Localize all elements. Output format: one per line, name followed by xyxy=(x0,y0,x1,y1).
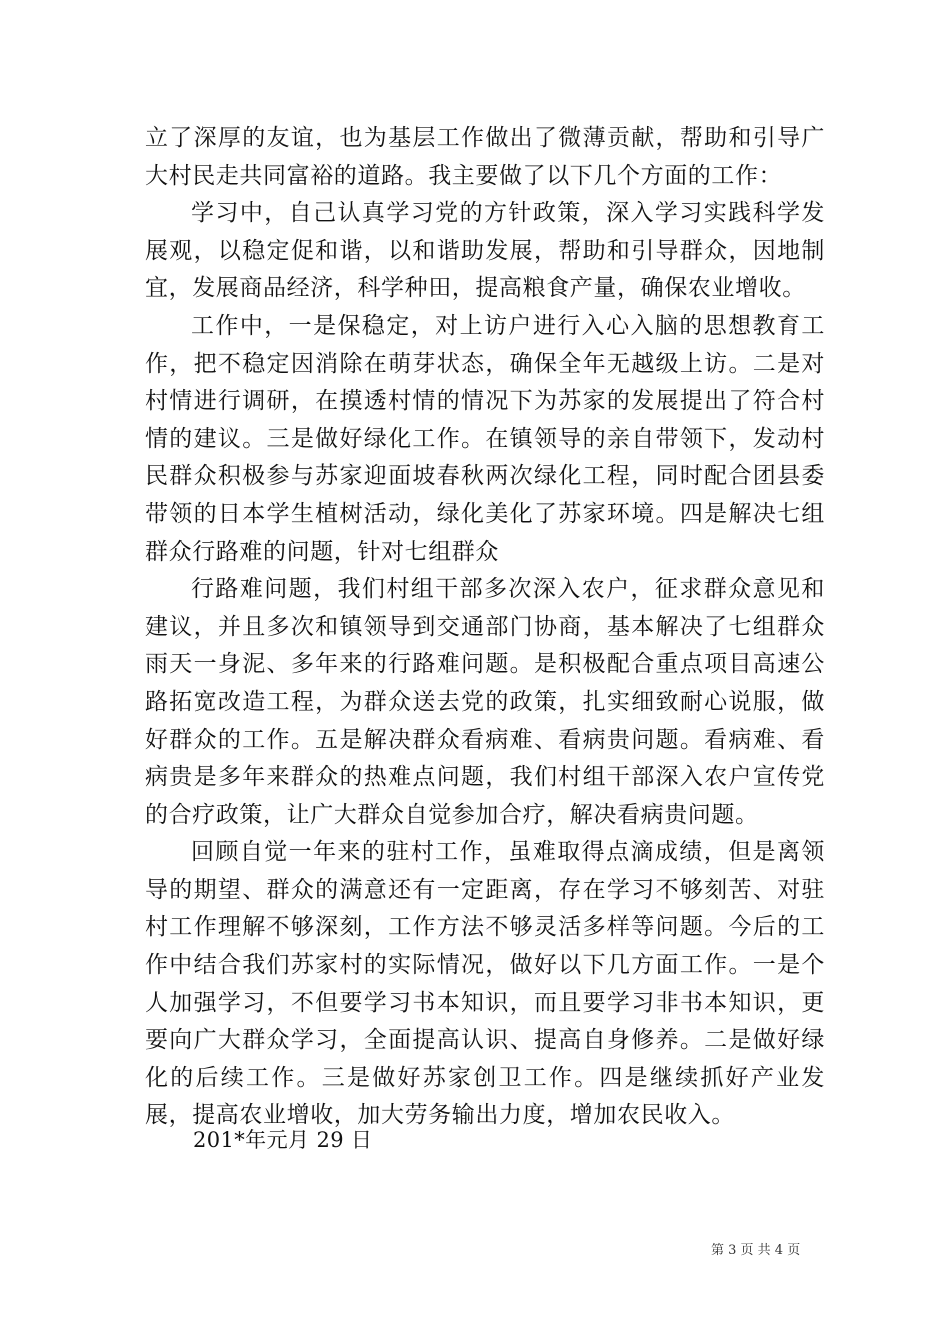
paragraph-work: 工作中，一是保稳定，对上访户进行入心入脑的思想教育工作，把不稳定因消除在萌芽状态，确保全年无越级上访。二是对村情进行调研，在摸透村情的情况下为苏家的发展提出了符合村情的建议。三是做好绿化工作。在镇领导的亲自带领下，发动村民群众积极参与苏家迎面坡春秋两次绿化工程，同时配合团县委带领的日本学生植树活动，绿化美化了苏家环境。四是解决七组群众行路难的问题，针对七组群众 xyxy=(145,312,825,565)
page-number: 第 3 页 共 4 页 xyxy=(711,1243,801,1258)
document-body xyxy=(145,120,825,1135)
paragraph-review: 回顾自觉一年来的驻村工作，虽难取得点滴成绩，但是离领导的期望、群众的满意还有一定距离，存在学习不够刻苦、对驻村工作理解不够深刻，工作方法不够灵活多样等问题。今后的工作中结合我们苏家村的实际情况，做好以下几方面工作。一是个人加强学习，不但要学习书本知识，而且要学习非书本知识，更要向广大群众学习，全面提高认识、提高自身修养。二是做好绿化的后续工作。三是做好苏家创卫工作。四是继续抓好产业发展，提高农业增收，加大劳务输出力度，增加农民收入。 xyxy=(145,839,825,1129)
paragraph-study: 学习中，自己认真学习党的方针政策，深入学习实践科学发展观，以稳定促和谐，以和谐助发展，帮助和引导群众，因地制宜，发展商品经济，科学种田，提高粮食产量，确保农业增收。 xyxy=(145,200,825,302)
paragraph-road-problem: 行路难问题，我们村组干部多次深入农户，征求群众意见和建议，并且多次和镇领导到交通部门协商，基本解决了七组群众雨天一身泥、多年来的行路难问题。是积极配合重点项目高速公路拓宽改造工程，为群众送去党的政策，扎实细致耐心说服，做好群众的工作。五是解决群众看病难、看病贵问题。看病难、看病贵是多年来群众的热难点问题，我们村组干部深入农户宣传党的合疗政策，让广大群众自觉参加合疗，解决看病贵问题。 xyxy=(145,576,825,828)
document-date: 201*年元月 29 日 xyxy=(193,1128,373,1152)
paragraph-intro: 立了深厚的友谊，也为基层工作做出了微薄贡献，帮助和引导广大村民走共同富裕的道路。我主要做了以下几个方面的工作： xyxy=(145,125,825,189)
